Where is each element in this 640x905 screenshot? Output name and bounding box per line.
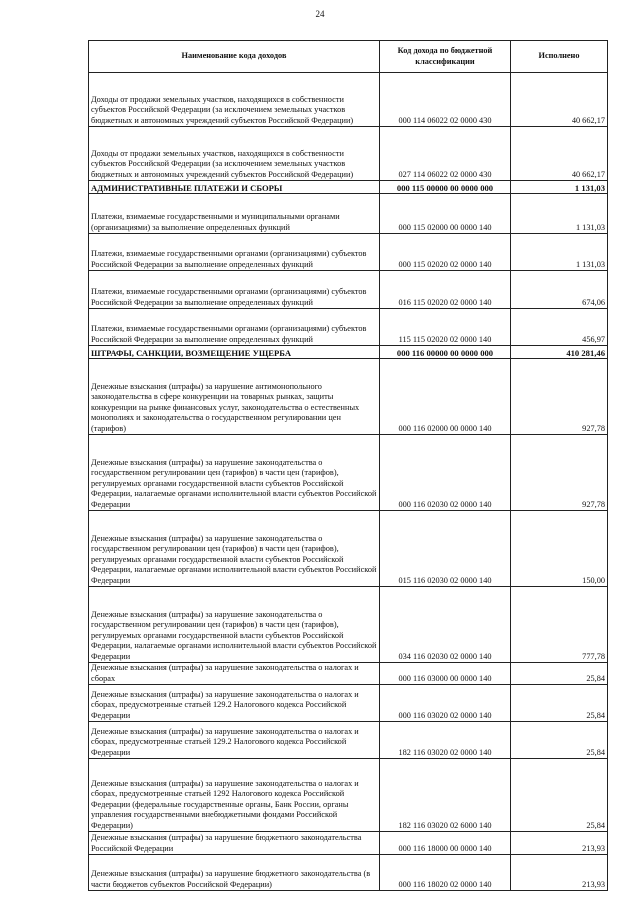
row-amount: 25,84 (511, 685, 608, 722)
table-row (89, 832, 608, 855)
row-amount: 777,78 (511, 587, 608, 663)
row-name: Денежные взыскания (штрафы) за нарушение законодательства о налогах и сборах, предусмотренные статьей 1292 Налогового кодекса Российской Федерации (федеральные государственные органы, Банк России, органы управления государственными внебюджетными фондами Российской Федерации) (89, 759, 380, 832)
header-name: Наименование кода доходов (89, 41, 380, 73)
row-name: Денежные взыскания (штрафы) за нарушение законодательства о государственном регулировании цен (тарифов) в части цен (тарифов), регулируемых органами государственной власти субъектов Российской Федерации, налагаемые органами исполнительной власти субъектов Российской Федерации (89, 511, 380, 587)
row-name: Доходы от продажи земельных участков, находящихся в собственности субъектов Российской Федерации (за исключением земельных участков бюджетных и автономных учреждений субъектов Российской Федерации) (89, 127, 380, 181)
row-amount: 927,78 (511, 359, 608, 435)
row-code: 115 115 02020 02 0000 140 (380, 309, 511, 346)
row-name: Платежи, взимаемые государственными органами (организациями) субъектов Российской Федерации за выполнение определенных функций (89, 309, 380, 346)
section-name: ШТРАФЫ, САНКЦИИ, ВОЗМЕЩЕНИЕ УЩЕРБА (89, 346, 380, 359)
row-code: 015 116 02030 02 0000 140 (380, 511, 511, 587)
row-code: 000 116 18020 02 0000 140 (380, 855, 511, 891)
table-row (89, 309, 608, 346)
row-amount: 40 662,17 (511, 73, 608, 127)
row-amount: 150,00 (511, 511, 608, 587)
row-code: 000 115 02020 02 0000 140 (380, 234, 511, 271)
row-name: Денежные взыскания (штрафы) за нарушение законодательства о государственном регулировании цен (тарифов) в части цен (тарифов), регулируемых органами государственной власти субъектов Российской Федерации, налагаемые органами исполнительной власти субъектов Российской Федерации (89, 435, 380, 511)
row-name: Доходы от продажи земельных участков, находящихся в собственности субъектов Российской Федерации (за исключением земельных участков бюджетных и автономных учреждений субъектов Российской Федерации) (89, 73, 380, 127)
row-code: 000 116 03000 00 0000 140 (380, 663, 511, 685)
section-name: АДМИНИСТРАТИВНЫЕ ПЛАТЕЖИ И СБОРЫ (89, 181, 380, 194)
row-code: 000 116 02030 02 0000 140 (380, 435, 511, 511)
row-name: Денежные взыскания (штрафы) за нарушение законодательства о налогах и сборах (89, 663, 380, 685)
row-name: Платежи, взимаемые государственными и муниципальными органами (организациями) за выполнение определенных функций (89, 194, 380, 234)
table-row (89, 359, 608, 435)
table-row (89, 722, 608, 759)
section-row (89, 346, 608, 359)
table-row (89, 759, 608, 832)
table-row (89, 234, 608, 271)
row-amount: 456,97 (511, 309, 608, 346)
table-row (89, 271, 608, 309)
table-row (89, 435, 608, 511)
section-amount: 410 281,46 (511, 346, 608, 359)
row-name: Денежные взыскания (штрафы) за нарушение бюджетного законодательства (в части бюджетов субъектов Российской Федерации) (89, 855, 380, 891)
row-code: 000 114 06022 02 0000 430 (380, 73, 511, 127)
table-row (89, 511, 608, 587)
section-code: 000 116 00000 00 0000 000 (380, 346, 511, 359)
header-done: Исполнено (511, 41, 608, 73)
section-amount: 1 131,03 (511, 181, 608, 194)
row-name: Платежи, взимаемые государственными органами (организациями) субъектов Российской Федерации за выполнение определенных функций (89, 234, 380, 271)
row-code: 182 116 03020 02 0000 140 (380, 722, 511, 759)
section-row (89, 181, 608, 194)
row-name: Денежные взыскания (штрафы) за нарушение законодательства о налогах и сборах, предусмотренные статьей 129.2 Налогового кодекса Российской Федерации (89, 685, 380, 722)
row-code: 000 116 02000 00 0000 140 (380, 359, 511, 435)
section-code: 000 115 00000 00 0000 000 (380, 181, 511, 194)
revenue-table (88, 40, 608, 891)
row-name: Денежные взыскания (штрафы) за нарушение законодательства о налогах и сборах, предусмотренные статьей 129.2 Налогового кодекса Российской Федерации (89, 722, 380, 759)
row-amount: 213,93 (511, 855, 608, 891)
row-amount: 25,84 (511, 759, 608, 832)
table-header-row (89, 41, 608, 73)
header-code: Код дохода по бюджетной классификации (380, 41, 511, 73)
row-amount: 25,84 (511, 663, 608, 685)
row-code: 182 116 03020 02 6000 140 (380, 759, 511, 832)
row-amount: 40 662,17 (511, 127, 608, 181)
row-code: 000 116 18000 00 0000 140 (380, 832, 511, 855)
row-amount: 1 131,03 (511, 194, 608, 234)
table-row (89, 194, 608, 234)
row-amount: 25,84 (511, 722, 608, 759)
row-code: 027 114 06022 02 0000 430 (380, 127, 511, 181)
row-name: Денежные взыскания (штрафы) за нарушение бюджетного законодательства Российской Федерации (89, 832, 380, 855)
table-row (89, 685, 608, 722)
table-row (89, 663, 608, 685)
row-code: 000 115 02000 00 0000 140 (380, 194, 511, 234)
row-amount: 927,78 (511, 435, 608, 511)
row-code: 016 115 02020 02 0000 140 (380, 271, 511, 309)
row-amount: 674,06 (511, 271, 608, 309)
table-row (89, 855, 608, 891)
row-name: Денежные взыскания (штрафы) за нарушение антимонопольного законодательства в сфере конкуренции на товарных рынках, защиты конкуренции на рынке финансовых услуг, законодательства о естественных монополиях и законодательства о государственном регулировании цен (тарифов) (89, 359, 380, 435)
row-code: 000 116 03020 02 0000 140 (380, 685, 511, 722)
table-row (89, 587, 608, 663)
row-amount: 1 131,03 (511, 234, 608, 271)
row-name: Платежи, взимаемые государственными органами (организациями) субъектов Российской Федерации за выполнение определенных функций (89, 271, 380, 309)
table-row (89, 73, 608, 127)
row-code: 034 116 02030 02 0000 140 (380, 587, 511, 663)
row-amount: 213,93 (511, 832, 608, 855)
table-row (89, 127, 608, 181)
row-name: Денежные взыскания (штрафы) за нарушение законодательства о государственном регулировании цен (тарифов) в части цен (тарифов), регулируемых органами государственной власти субъектов Российской Федерации, налагаемые органами исполнительной власти субъектов Российской Федерации (89, 587, 380, 663)
page-number: 24 (315, 9, 325, 19)
